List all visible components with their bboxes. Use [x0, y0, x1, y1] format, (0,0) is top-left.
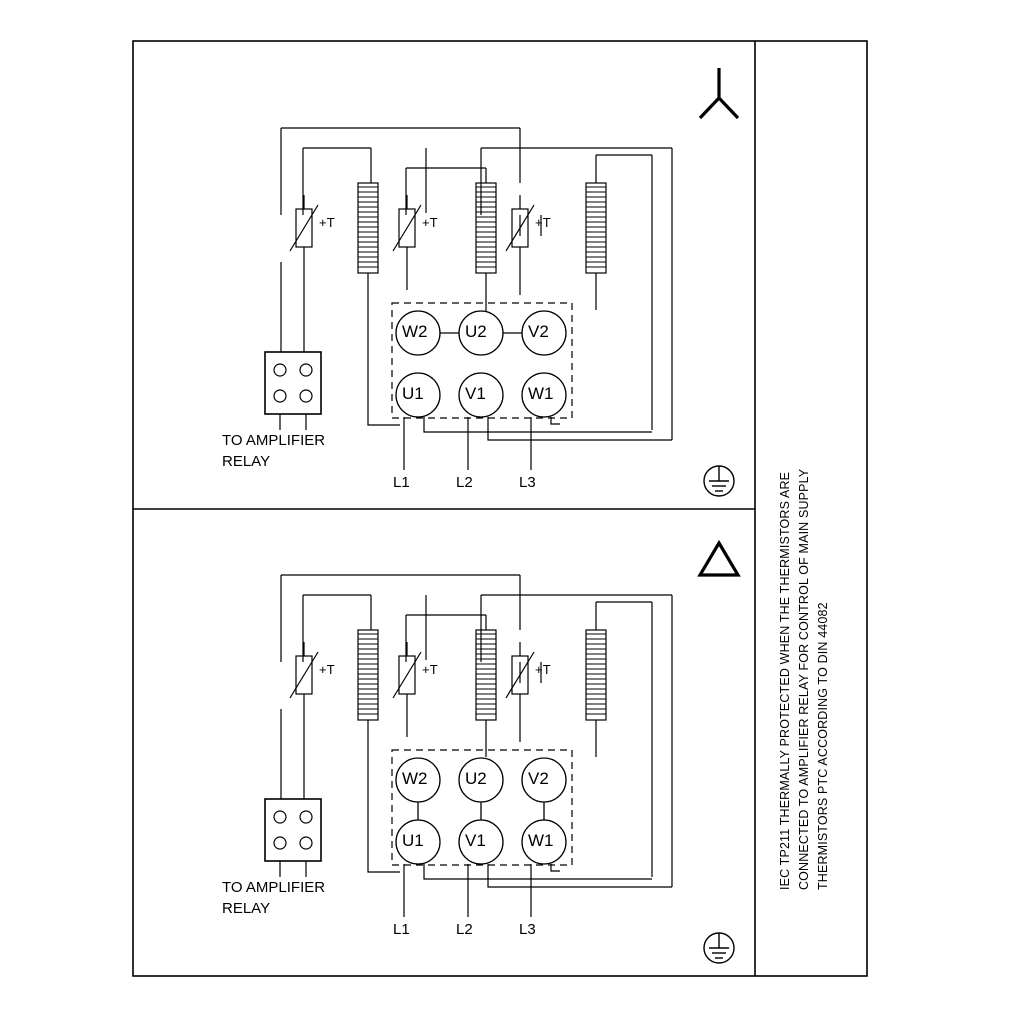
earth-ground-symbol [704, 466, 734, 496]
terminal-label-w2: W2 [402, 769, 428, 788]
amplifier-relay-label-line2: RELAY [222, 453, 271, 470]
terminal-label-v2: V2 [528, 322, 549, 341]
amplifier-relay-label-line2: RELAY [222, 900, 271, 917]
supply-label-l1: L1 [393, 474, 410, 491]
note-line-2: CONNECTED TO AMPLIFIER RELAY FOR CONTROL OF MAIN SUPPLY [797, 468, 811, 890]
supply-label-l3: L3 [519, 921, 536, 938]
amplifier-relay-label-line1: TO AMPLIFIER [222, 879, 326, 896]
thermistor-label-1: +T [319, 215, 335, 230]
terminal-label-u2: U2 [465, 769, 487, 788]
terminal-label-w1: W1 [528, 831, 554, 850]
terminal-label-u1: U1 [402, 831, 424, 850]
terminal-label-v1: V1 [465, 384, 486, 403]
thermistor-label-1: +T [319, 662, 335, 677]
supply-label-l2: L2 [456, 474, 473, 491]
panel-delta-connection [265, 543, 738, 963]
thermistor-label-3: +T [535, 215, 551, 230]
panel-star-connection [265, 68, 738, 496]
delta-bridge-links [418, 802, 544, 820]
note-line-3: THERMISTORS PTC ACCORDING TO DIN 44082 [816, 602, 830, 890]
note-line-1: IEC TP211 THERMALLY PROTECTED WHEN THE THERMISTORS ARE [778, 471, 792, 890]
thermistor-label-2: +T [422, 215, 438, 230]
terminal-label-u1: U1 [402, 384, 424, 403]
star-wye-symbol [700, 68, 738, 118]
terminal-label-v1: V1 [465, 831, 486, 850]
thermistor-terminal-block [265, 799, 321, 877]
delta-triangle-symbol [700, 543, 738, 575]
thermistor-label-3: +T [535, 662, 551, 677]
terminal-label-u2: U2 [465, 322, 487, 341]
terminal-label-v2: V2 [528, 769, 549, 788]
thermistor-label-2: +T [422, 662, 438, 677]
supply-label-l2: L2 [456, 921, 473, 938]
supply-label-l1: L1 [393, 921, 410, 938]
amplifier-relay-label-line1: TO AMPLIFIER [222, 432, 326, 449]
terminal-label-w1: W1 [528, 384, 554, 403]
terminal-label-w2: W2 [402, 322, 428, 341]
supply-label-l3: L3 [519, 474, 536, 491]
thermistor-terminal-block [265, 352, 321, 430]
earth-ground-symbol [704, 933, 734, 963]
